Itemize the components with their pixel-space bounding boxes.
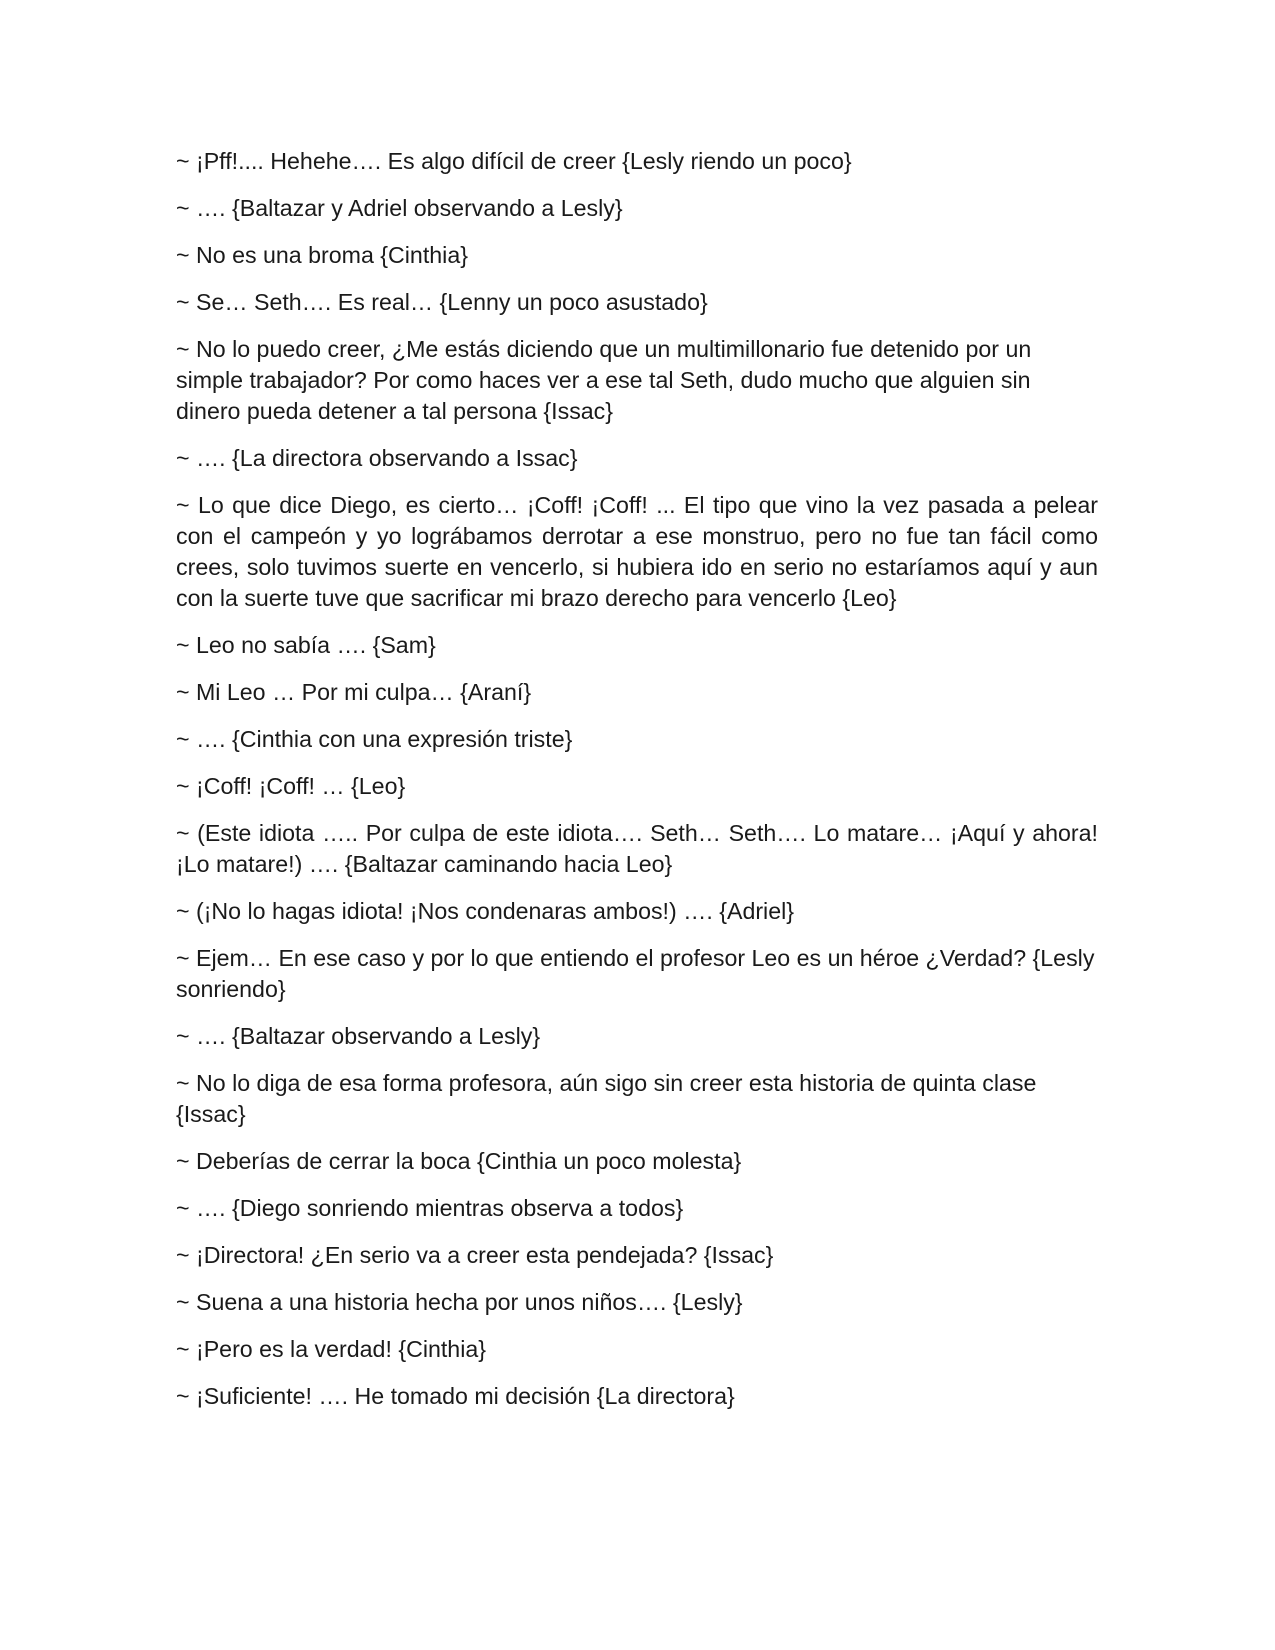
dialogue-line: ~ (¡No lo hagas idiota! ¡Nos condenaras ambos!) …. {Adriel}: [176, 898, 795, 924]
dialogue-line: ~ …. {La directora observando a Issac}: [176, 445, 578, 471]
dialogue-line: ~ ¡Pero es la verdad! {Cinthia}: [176, 1336, 486, 1362]
dialogue-line: ~ No es una broma {Cinthia}: [176, 242, 468, 268]
dialogue-line: ~ Ejem… En ese caso y por lo que entiendo el profesor Leo es un héroe ¿Verdad? {Lesly sonriendo}: [176, 945, 1095, 1002]
dialogue-line: ~ ¡Directora! ¿En serio va a creer esta pendejada? {Issac}: [176, 1242, 774, 1268]
dialogue-line: ~ …. {Diego sonriendo mientras observa a todos}: [176, 1195, 684, 1221]
dialogue-line: ~ …. {Baltazar observando a Lesly}: [176, 1023, 541, 1049]
dialogue-line: ~ No lo puedo creer, ¿Me estás diciendo que un multimillonario fue detenido por un simple trabajador? Por como haces ver a ese tal Seth, dudo mucho que alguien sin dinero pueda detener a tal persona {Issac}: [176, 336, 1032, 424]
dialogue-line: ~ Lo que dice Diego, es cierto… ¡Coff! ¡Coff! ... El tipo que vino la vez pasada a pelear con el campeón y yo lográbamos derrotar a ese monstruo, pero no fue tan fácil como crees, solo tuvimos suerte en vencerlo, si hubiera ido en serio no estaríamos aquí y aun con la suerte tuve que sacrificar mi brazo derecho para vencerlo {Leo}: [176, 492, 1098, 611]
dialogue-line: ~ No lo diga de esa forma profesora, aún sigo sin creer esta historia de quinta clase {Issac}: [176, 1070, 1037, 1127]
dialogue-line: ~ Leo no sabía …. {Sam}: [176, 632, 436, 658]
dialogue-line: ~ …. {Cinthia con una expresión triste}: [176, 726, 573, 752]
dialogue-line: ~ …. {Baltazar y Adriel observando a Lesly}: [176, 195, 623, 221]
dialogue-line: ~ Deberías de cerrar la boca {Cinthia un poco molesta}: [176, 1148, 742, 1174]
dialogue-line: ~ ¡Coff! ¡Coff! … {Leo}: [176, 773, 406, 799]
dialogue-line: ~ Se… Seth…. Es real… {Lenny un poco asustado}: [176, 289, 708, 315]
document-body: [176, 146, 1098, 1428]
dialogue-line: ~ (Este idiota ….. Por culpa de este idiota…. Seth… Seth…. Lo matare… ¡Aquí y ahora! ¡Lo matare!) …. {Baltazar caminando hacia Leo}: [176, 820, 1098, 877]
dialogue-line: ~ ¡Suficiente! …. He tomado mi decisión {La directora}: [176, 1383, 735, 1409]
dialogue-line: ~ Suena a una historia hecha por unos niños…. {Lesly}: [176, 1289, 743, 1315]
dialogue-line: ~ ¡Pff!.... Hehehe…. Es algo difícil de creer {Lesly riendo un poco}: [176, 148, 852, 174]
dialogue-line: ~ Mi Leo … Por mi culpa… {Araní}: [176, 679, 532, 705]
